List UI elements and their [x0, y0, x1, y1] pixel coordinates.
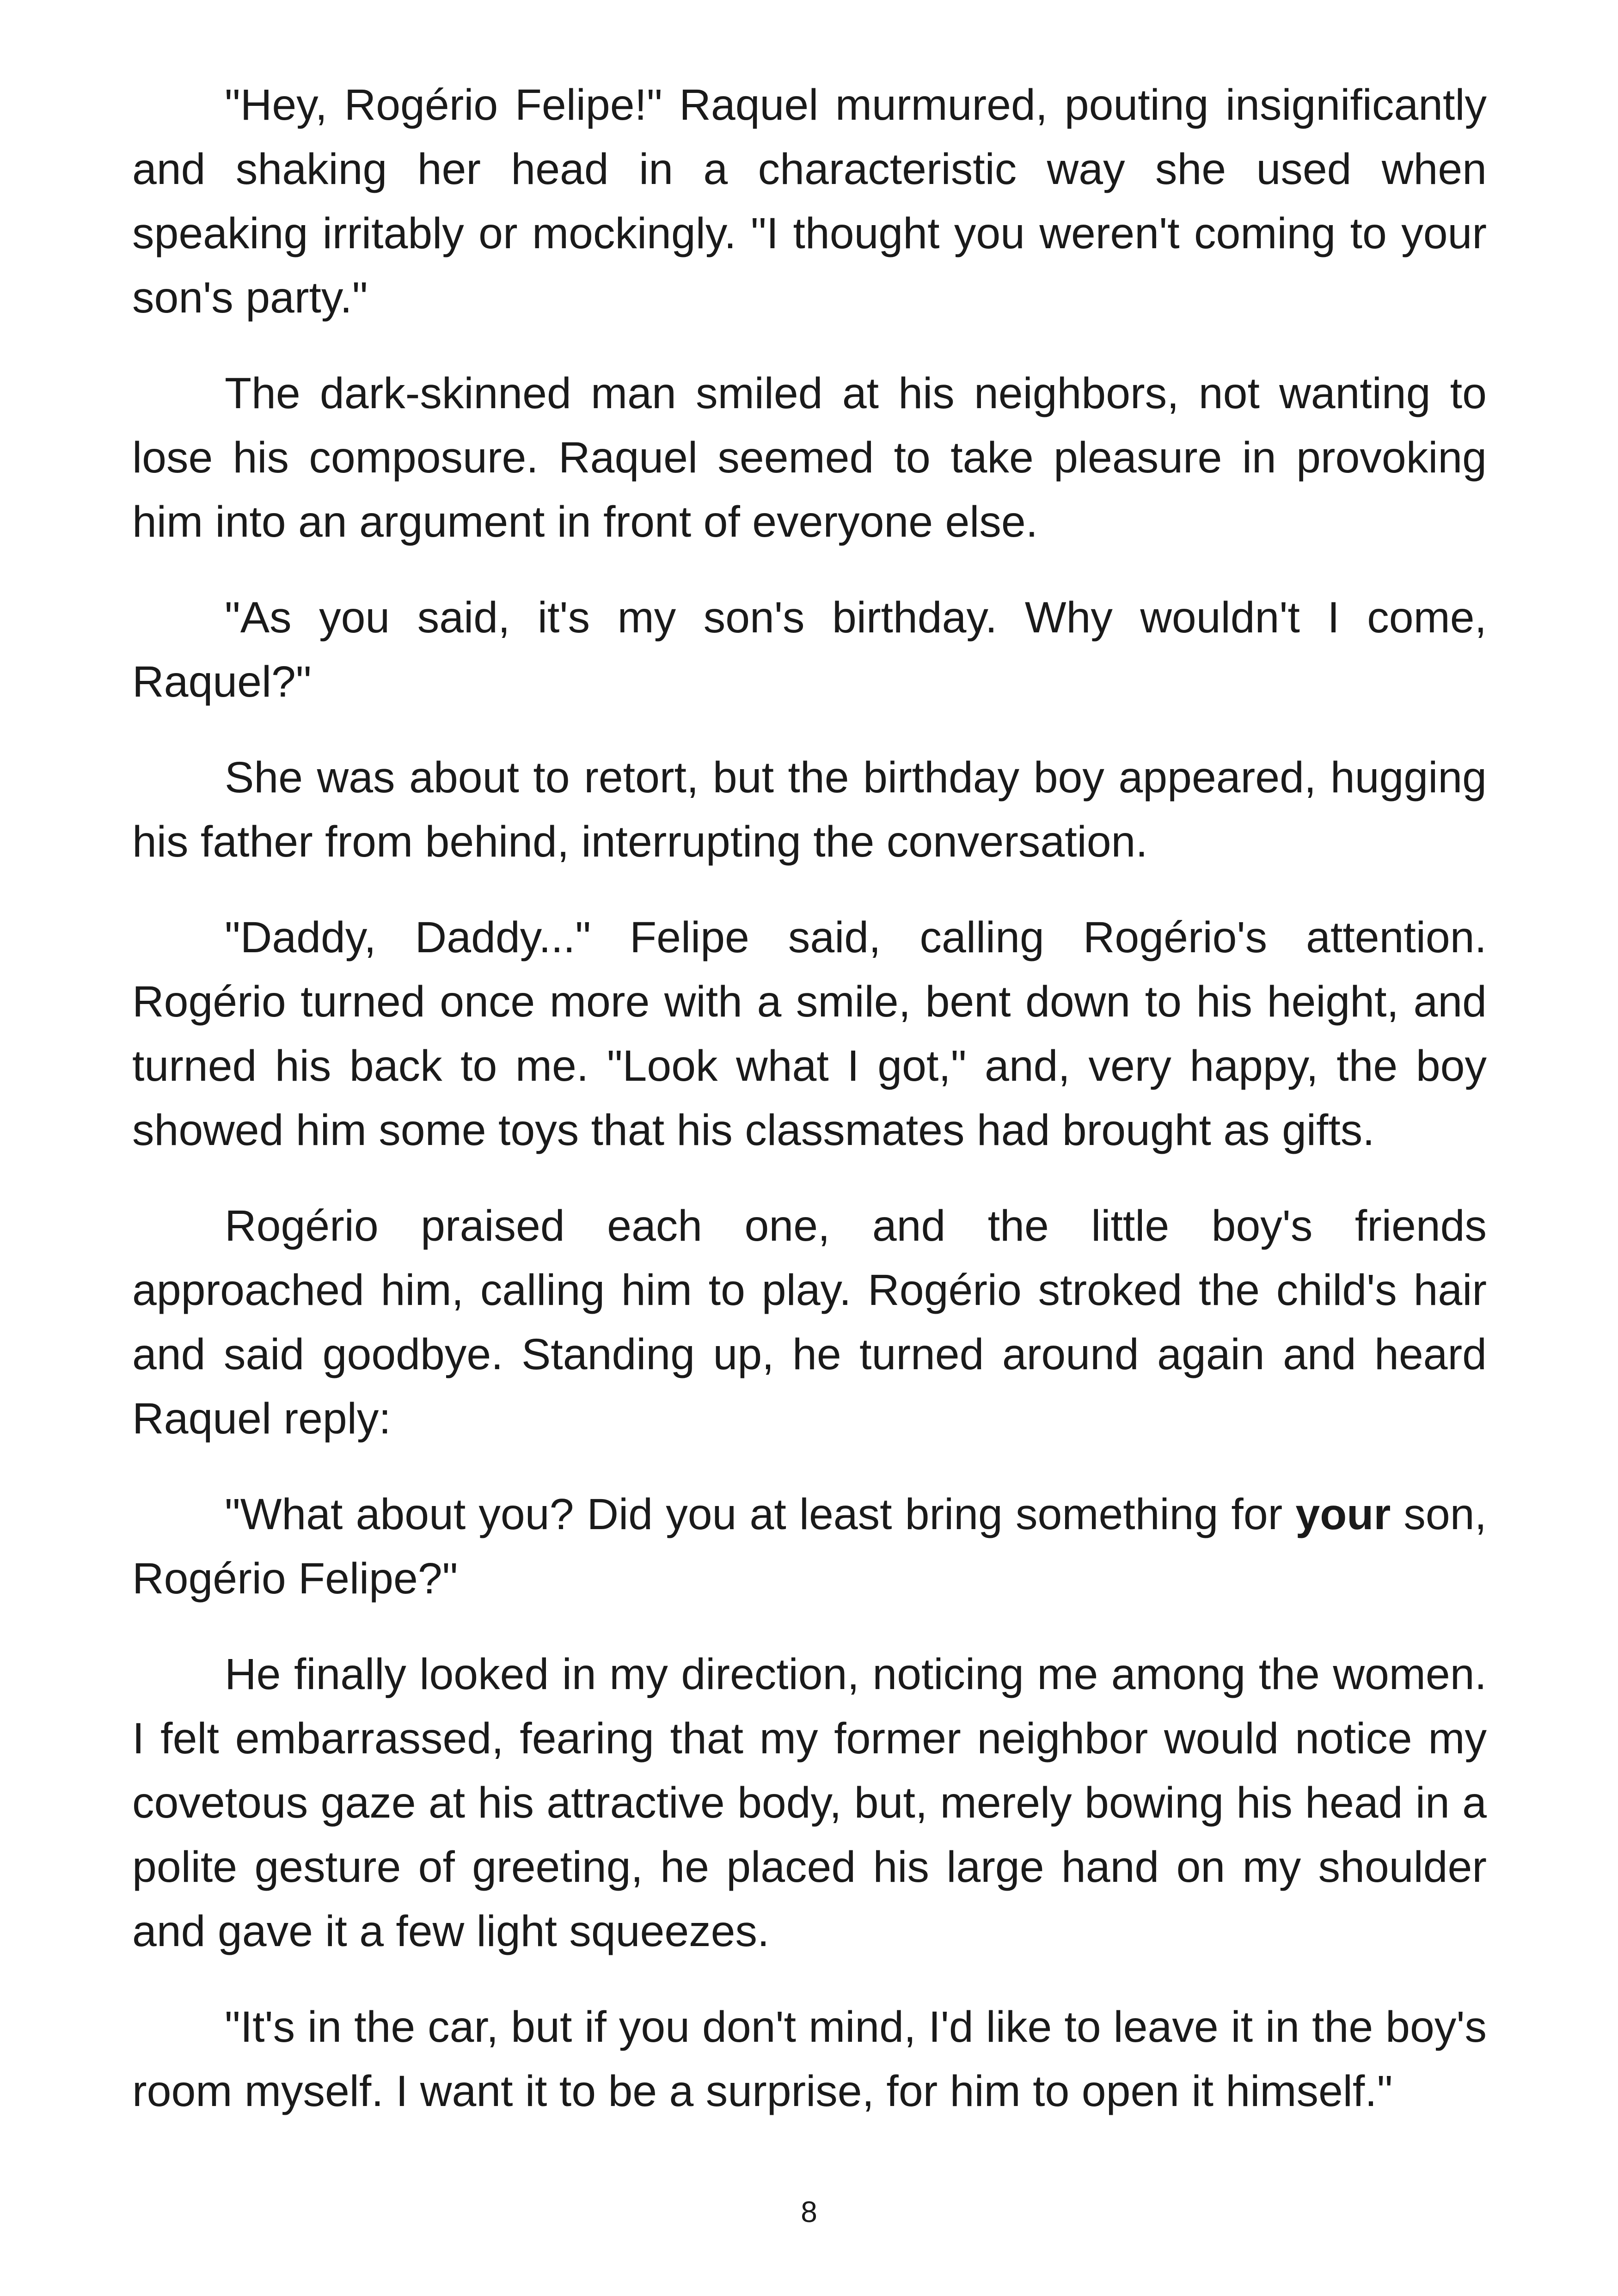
- body-text: [132, 73, 1487, 2124]
- paragraph-3: "As you said, it's my son's birthday. Why wouldn't I come, Raquel?": [132, 593, 1487, 706]
- paragraph-9: "It's in the car, but if you don't mind, I'd like to leave it in the boy's room myself. I want it to be a surprise, for him to open it himself.": [132, 2002, 1487, 2116]
- paragraph-8: He finally looked in my direction, noticing me among the women. I felt embarrassed, fearing that my former neighbor would notice my covetous gaze at his attractive body, but, merely bowing his head in a polite gesture of greeting, he placed his large hand on my shoulder and gave it a few light squeezes.: [132, 1650, 1487, 1956]
- emphasis-your: your: [1295, 1490, 1391, 1539]
- paragraph-1: "Hey, Rogério Felipe!" Raquel murmured, pouting insignificantly and shaking her head in a characteristic way she used when speaking irritably or mockingly. "I thought you weren't coming to your son's party.": [132, 80, 1487, 322]
- page-number: 8: [801, 2195, 817, 2229]
- paragraph-7-end: son, Rogério Felipe?": [132, 1490, 1487, 1603]
- paragraph-2: The dark-skinned man smiled at his neighbors, not wanting to lose his composure. Raquel seemed to take pleasure in provoking him into an argument in front of everyone else.: [132, 369, 1487, 546]
- paragraph-4: She was about to retort, but the birthday boy appeared, hugging his father from behind, interrupting the conversation.: [132, 753, 1487, 866]
- paragraph-7: [132, 1482, 1487, 1611]
- paragraph-6: Rogério praised each one, and the little boy's friends approached him, calling him to play. Rogério stroked the child's hair and said goodbye. Standing up, he turned around again and heard Raquel reply:: [132, 1201, 1487, 1443]
- paragraph-7-start: "What about you? Did you at least bring something for: [225, 1490, 1296, 1539]
- paragraph-5: "Daddy, Daddy..." Felipe said, calling Rogério's attention. Rogério turned once more with a smile, bent down to his height, and turned his back to me. "Look what I got," and, very happy, the boy showed him some toys that his classmates had brought as gifts.: [132, 913, 1487, 1155]
